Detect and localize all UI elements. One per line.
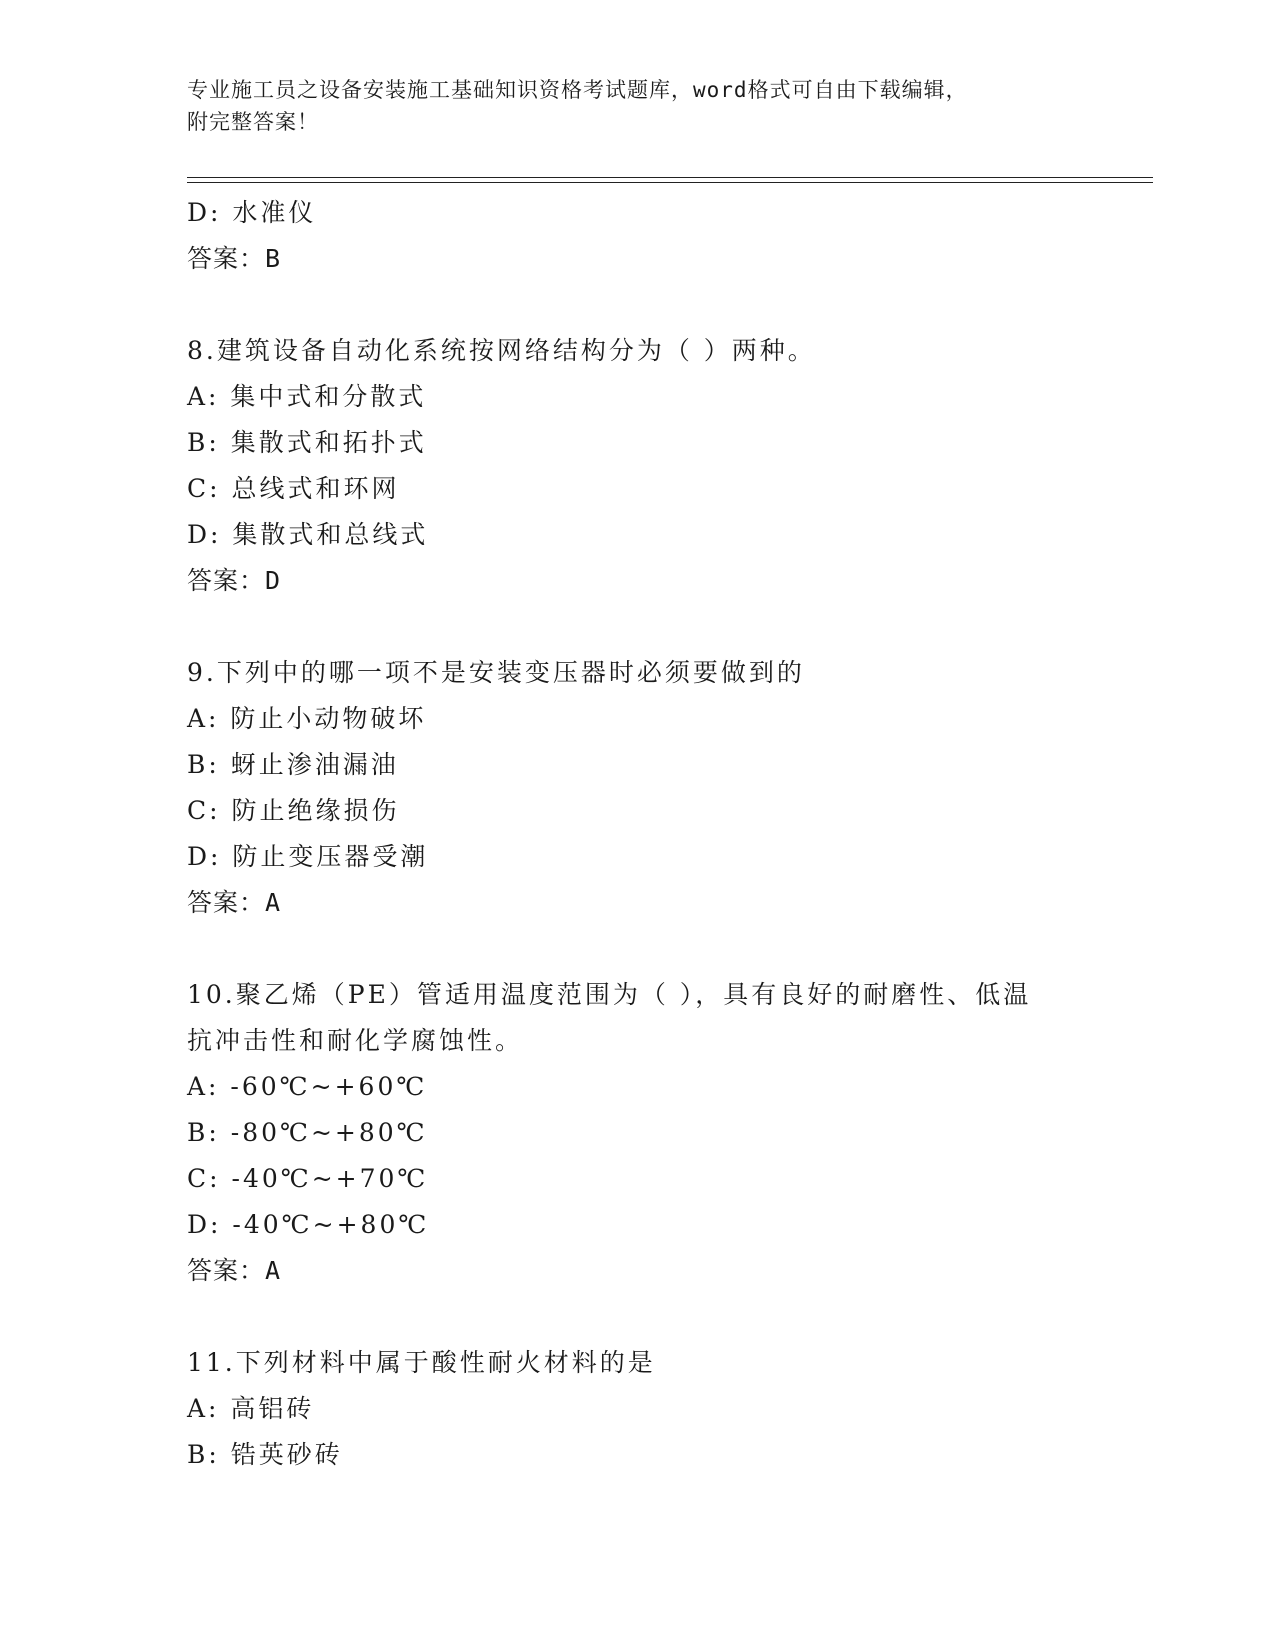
question-text: 11.下列材料中属于酸性耐火材料的是 <box>187 1348 656 1377</box>
spacer <box>187 1294 1147 1340</box>
option-a: A: -60℃~+60℃ <box>187 1072 428 1101</box>
option-a: A: 集中式和分散式 <box>187 382 427 411</box>
question-11 <box>187 1340 1147 1478</box>
header-line-1: 专业施工员之设备安装施工基础知识资格考试题库，word格式可自由下载编辑， <box>187 78 968 102</box>
header-rule-bottom <box>187 182 1153 183</box>
question-text-line-1: 10.聚乙烯（PE）管适用温度范围为（ ），具有良好的耐磨性、低温 <box>187 980 1032 1009</box>
answer: 答案：A <box>187 1256 282 1285</box>
option-d: D: 水准仪 <box>187 198 317 227</box>
option-b: B: 蚜止渗油漏油 <box>187 750 399 779</box>
spacer <box>187 604 1147 650</box>
question-8 <box>187 328 1147 604</box>
header-rule-top <box>187 177 1153 178</box>
option-a: A: 高铝砖 <box>187 1394 315 1423</box>
option-b: B: -80℃~+80℃ <box>187 1118 428 1147</box>
document-body <box>187 190 1147 1478</box>
answer: 答案：A <box>187 888 282 917</box>
spacer <box>187 926 1147 972</box>
option-c: C: -40℃~+70℃ <box>187 1164 429 1193</box>
question-7-tail <box>187 190 1147 282</box>
option-b: B: 锆英砂砖 <box>187 1440 343 1469</box>
question-text: 9.下列中的哪一项不是安装变压器时必须要做到的 <box>187 658 805 687</box>
question-10 <box>187 972 1147 1294</box>
header-line-2: 附完整答案！ <box>187 110 319 134</box>
option-d: D: 防止变压器受潮 <box>187 842 429 871</box>
option-c: C: 总线式和环网 <box>187 474 400 503</box>
answer: 答案：B <box>187 244 282 273</box>
question-text: 8.建筑设备自动化系统按网络结构分为（ ）两种。 <box>187 336 816 365</box>
option-a: A: 防止小动物破坏 <box>187 704 427 733</box>
question-9 <box>187 650 1147 926</box>
answer: 答案：D <box>187 566 282 595</box>
option-d: D: 集散式和总线式 <box>187 520 429 549</box>
option-b: B: 集散式和拓扑式 <box>187 428 427 457</box>
option-c: C: 防止绝缘损伤 <box>187 796 400 825</box>
option-d: D: -40℃~+80℃ <box>187 1210 430 1239</box>
document-header <box>187 74 1087 138</box>
question-text-line-2: 抗冲击性和耐化学腐蚀性。 <box>187 1026 524 1055</box>
spacer <box>187 282 1147 328</box>
